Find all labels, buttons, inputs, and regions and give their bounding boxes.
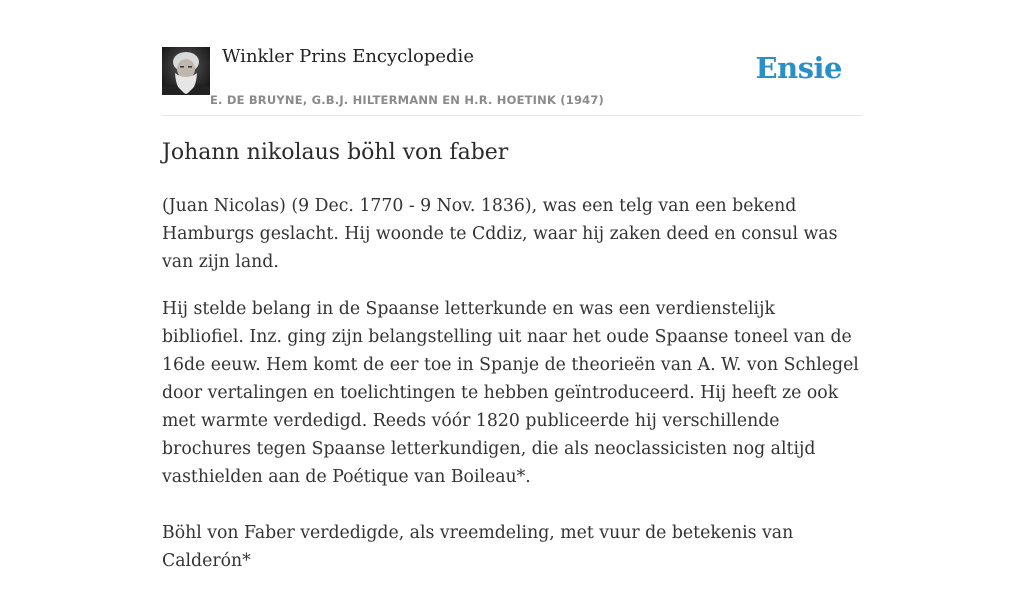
authors-byline: E. DE BRUYNE, G.B.J. HILTERMANN EN H.R. HOETINK (1947) — [210, 93, 605, 107]
article-body — [162, 192, 862, 594]
author-avatar — [162, 47, 210, 95]
article-title: Johann nikolaus böhl von faber — [162, 140, 509, 165]
paragraph-3: Böhl von Faber verdedigde, als vreemdeling, met vuur de betekenis van Calderón* — [162, 523, 794, 571]
site-title[interactable]: Winkler Prins Encyclopedie — [222, 46, 474, 67]
portrait-image — [162, 47, 210, 95]
brand-logo[interactable]: Ensie — [755, 51, 842, 85]
header — [162, 0, 862, 116]
paragraph-2: Hij stelde belang in de Spaanse letterkunde en was een verdienstelijk bibliofiel. Inz. ging zijn belangstelling uit naar het oude Spaanse toneel van de 16de eeuw. Hem komt de eer toe in Spanje de theorieën van A. W. von Schlegel door vertalingen en toelichtingen te hebben geïntroduceerd. Hij heeft ze ook met warmte verdedigd. Reeds vóór 1820 publiceerde hij verschillende brochures tegen Spaanse letterkundigen, die als neoclassicisten nog altijd vasthielden aan de Poétique van Boileau*. — [162, 299, 859, 487]
paragraph-1: (Juan Nicolas) (9 Dec. 1770 - 9 Nov. 1836), was een telg van een bekend Hamburgs geslacht. Hij woonde te Cddiz, waar hij zaken deed en consul was van zijn land. — [162, 196, 838, 272]
page — [162, 0, 862, 571]
